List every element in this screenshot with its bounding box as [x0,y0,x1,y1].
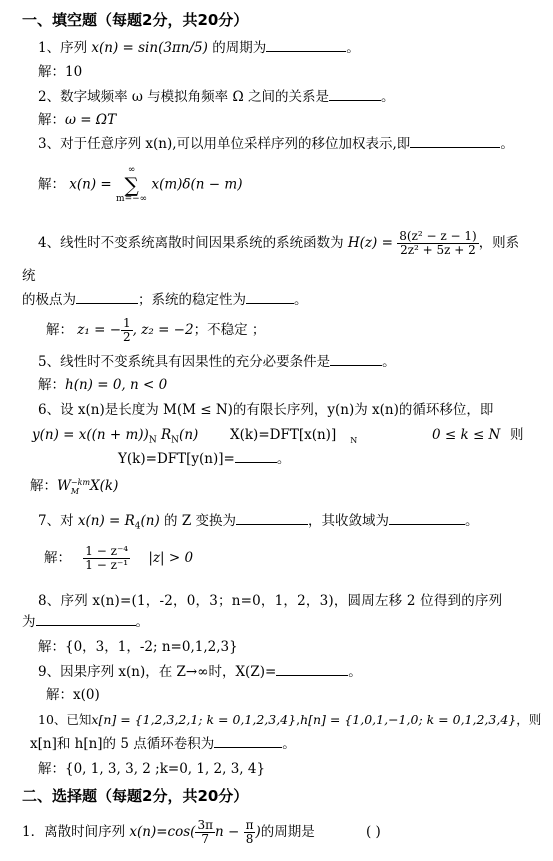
q4-line2-b: ；系统的稳定性为 [138,292,246,308]
a10-value: {0, 1, 3, 3, 2 ;k=0, 1, 2, 3, 4} [65,761,266,777]
answer-10 [38,759,265,779]
a6-sup: −km [70,477,91,487]
q3-end: 。 [500,136,514,152]
section-choice-title: 二、选择题（每题2分，共20分） [22,787,249,805]
a4-stability: ；不稳定 ； [193,322,266,338]
q8-blank [36,612,136,626]
q6-sub-n2: N [171,435,180,446]
q8-wrap-text: 为 [22,614,36,630]
q1-text-a: 1、序列 [38,40,92,56]
a3-rhs: x(m)δ(n − m) [151,176,243,193]
q2-blank [329,87,381,101]
q4-h-fraction [397,230,478,257]
q4-text-b: ，则系 [478,235,520,251]
q1-formula: x(n) = sin(3πn/5) [91,40,208,56]
q7-end: 。 [465,513,479,529]
q6-end: 。 [276,451,291,467]
q9-end: 。 [348,664,362,680]
a3-sum [116,166,147,204]
a4-pole-den: 2 [123,330,131,344]
q7-text-c: ，其收敛域为 [308,513,390,529]
q7-blank-2 [389,511,465,525]
q6-line3-text: Y(k)=DFT[y(n)]= [118,451,235,467]
q10-end: 。 [282,736,296,752]
q9-text: 9、因果序列 x(n)，在 Z→∞时，X(Z)= [38,664,277,680]
a4-pole-fraction [121,317,133,344]
a7-den: 1 − z⁻¹ [85,558,129,572]
q10-blank [214,734,282,748]
answer-9: 解：x(0) [46,687,100,703]
q6-dft-text: X(k)=DFT[x(n)] [230,427,337,443]
question-4 [38,228,519,258]
q10-sep: , [296,712,301,727]
a6-label: 解： [30,478,57,494]
a4-label: 解： [46,322,73,338]
q6-line-3 [118,449,290,469]
a4-pole-b: , z₂ = −2 [132,322,194,338]
q4-h-lhs: H(z) = [347,235,398,251]
q6-shift-formula: y(n) = x((n + m)) [32,427,149,443]
q6-k-range: 0 ≤ k ≤ N [432,427,501,443]
c1-f1-num: 3π [197,818,213,832]
question-3 [38,134,514,154]
q2-text: 2、数字域频率 ω 与模拟角频率 Ω 之间的关系是 [38,89,329,105]
q6-text: 6、设 x(n)是长度为 M(M ≤ N)的有限长序列，y(n)为 x(n)的循环移位，即 [38,402,494,418]
c1-f1-den: 7 [201,832,210,846]
question-6 [38,400,493,420]
a4-pole-num: 1 [123,316,131,330]
q5-end: 。 [382,354,396,370]
q10-text-b: ，则 [516,712,542,727]
q4-line-2 [22,290,308,310]
choice-1 [22,816,381,848]
q4-blank-2 [246,290,294,304]
q8-end: 。 [135,614,149,630]
q7-sub: 4 [134,521,141,532]
q4-h-num: 8(z² − z − 1) [399,229,477,243]
question-9 [38,662,362,682]
c1-text-a: 1．离散时间序列 [22,824,130,840]
q6-blank [235,449,277,463]
q3-text: 3、对于任意序列 x(n),可以用单位采样序列的移位加权表示,即 [38,136,411,152]
q7-text-a: 7、对 [38,513,78,529]
question-1 [38,38,360,58]
a2-label: 解： [38,112,65,128]
q6-rn-arg: (n) [179,427,199,443]
q10-x-def: x[n] = {1,2,3,2,1; k = 0,1,2,3,4} [91,712,297,727]
c1-formula-c: ) [255,824,261,840]
section-fill-title: 一、填空题（每题2分，共20分） [22,11,249,29]
a3-lhs: x(n) = [69,176,117,193]
q4-wrap: 统 [22,268,36,284]
q7-blank-1 [236,511,308,525]
q4-line2-end: 。 [294,292,308,308]
q2-end: 。 [380,89,395,105]
q7-text-b: 的 Z 变换为 [159,513,237,529]
q1-end: 。 [346,40,360,56]
q3-blank [410,134,500,148]
c1-frac-1 [195,819,215,846]
q4-text-a: 4、线性时不变系统离散时间因果系统的系统函数为 [38,235,348,251]
answer-4 [46,315,265,345]
a6-scripts [71,478,90,496]
a3-sum-bottom: m=−∞ [116,194,148,204]
question-7 [38,511,479,537]
q6-line-2 [32,425,532,451]
answer-7 [44,540,193,576]
answer-8: 解：{0，3，1，-2; n=0,1,2,3} [38,639,238,655]
q4-blank-1 [76,290,138,304]
a7-label: 解： [44,550,71,566]
question-5 [38,352,396,372]
c1-f2-num: π [245,818,254,832]
q10-text-a: 10、已知 [38,712,92,727]
q8-wrap [22,612,149,632]
q7-formula: x(n) = R [77,513,135,529]
c1-f2-den: 8 [245,832,254,846]
q6-sub-n: N [148,435,157,446]
answer-6 [30,476,118,496]
a5-formula: h(n) = 0, n < 0 [65,377,168,393]
answer-3 [38,166,242,204]
a3-sum-symbol: ∑ [124,173,139,197]
a5-label: 解： [38,377,65,393]
q4-h-den: 2z² + 5z + 2 [400,243,476,257]
q7-formula-tail: (n) [140,513,160,529]
answer-1: 解：10 [38,64,83,80]
q5-text: 5、线性时不变系统具有因果性的充分必要条件是 [38,354,331,370]
a7-fraction [83,545,130,572]
a10-label: 解： [38,761,65,777]
a6-tail: X(k) [90,478,119,494]
question-10 [38,710,541,730]
a6-sub: M [70,486,80,496]
answer-2 [38,110,116,130]
q5-blank [330,352,382,366]
q6-dft-def [230,425,357,451]
q1-blank [266,38,346,52]
q6-sub-n3: N [350,435,358,445]
c1-formula-b: n − [214,824,244,840]
a3-sum-top: ∞ [127,165,136,175]
question-2 [38,87,394,107]
a2-formula: ω = ΩT [65,112,117,128]
question-8: 8、序列 x(n)=(1，-2，0，3；n=0，1，2，3)，圆周左移 2 位得到的序列 [38,593,503,609]
a7-roc: |z| > 0 [148,550,194,566]
q4-line2-a: 的极点为 [22,292,76,308]
c1-frac-2 [244,819,256,846]
a3-label: 解： [38,176,65,193]
q6-rn: R [156,427,172,443]
answer-5 [38,375,167,395]
c1-text-b: 的周期是 [260,824,315,840]
a6-w: W [57,478,71,494]
a4-pole-a: z₁ = − [77,322,122,338]
q6-then: 则 [510,427,524,443]
q10-h-def: h[n] = {1,0,1,−1,0; k = 0,1,2,3,4} [300,712,517,727]
a7-num: 1 − z⁻⁴ [85,544,129,558]
q9-blank [276,662,348,676]
q1-text-b: 的周期为 [207,40,267,56]
q10-line2-text: x[n]和 h[n]的 5 点循环卷积为 [30,736,215,752]
c1-formula-a: x(n)=cos( [129,824,196,840]
q10-line-2 [30,734,296,754]
c1-answer-paren: ( ) [366,824,381,840]
